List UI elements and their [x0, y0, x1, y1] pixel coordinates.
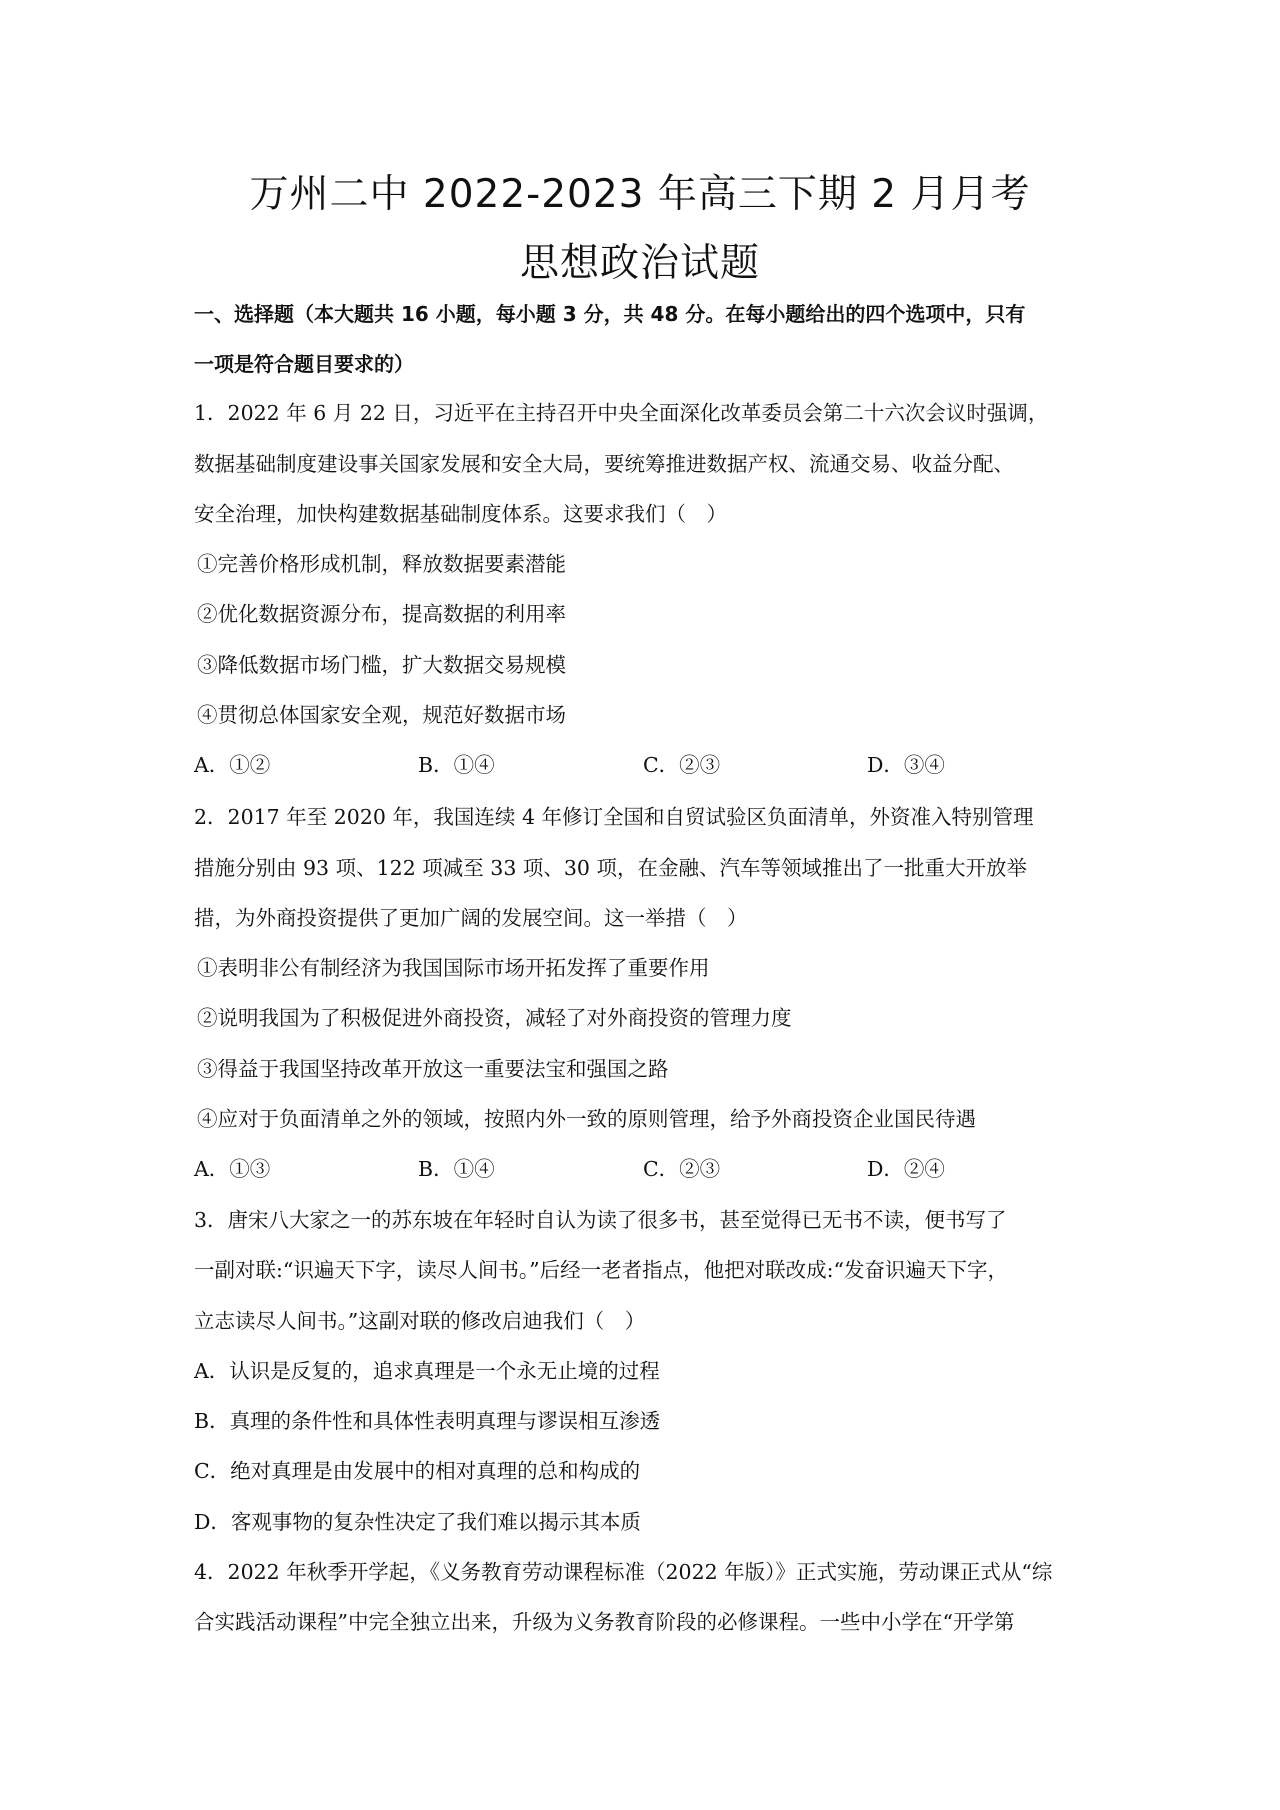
q1-option-b: B．①④	[418, 753, 495, 777]
q2-item-4: ④应对于负面清单之外的领域，按照内外一致的原则管理，给予外商投资企业国民待遇	[197, 1107, 976, 1131]
q1-option-a: A．①②	[194, 753, 271, 777]
section-heading-line-1: 一、选择题（本大题共 16 小题，每小题 3 分，共 48 分。在每小题给出的四个选项中，只有	[194, 302, 1026, 326]
q3-option-c: C．绝对真理是由发展中的相对真理的总和构成的	[194, 1459, 641, 1483]
q3-stem-line-1: 3．唐宋八大家之一的苏东坡在年轻时自认为读了很多书，甚至觉得已无书不读，便书写了	[194, 1208, 1007, 1232]
q1-item-3: ③降低数据市场门槛，扩大数据交易规模	[197, 653, 566, 677]
q1-stem-line-3: 安全治理，加快构建数据基础制度体系。这要求我们（ ）	[194, 502, 727, 526]
q2-option-d: D．②④	[867, 1157, 945, 1181]
q3-stem-line-2: 一副对联:“识遍天下字，读尽人间书。”后经一老者指点，他把对联改成:“发奋识遍天下字，	[194, 1258, 1009, 1282]
exam-title: 万州二中 2022-2023 年高三下期 2 月月考	[249, 172, 1031, 217]
section-heading-line-2: 一项是符合题目要求的）	[194, 352, 414, 376]
exam-subtitle: 思想政治试题	[519, 241, 760, 286]
q2-stem-line-2: 措施分别由 93 项、122 项减至 33 项、30 项，在金融、汽车等领域推出了一批重大开放举	[194, 856, 1027, 880]
q1-item-1: ①完善价格形成机制，释放数据要素潜能	[197, 552, 566, 576]
q3-option-d: D．客观事物的复杂性决定了我们难以揭示其本质	[194, 1510, 641, 1534]
q2-option-b: B．①④	[418, 1157, 495, 1181]
q1-stem-line-1: 1．2022 年 6 月 22 日，习近平在主持召开中央全面深化改革委员会第二十六次会议时强调，	[194, 401, 1049, 425]
q1-option-d: D．③④	[867, 753, 945, 777]
q1-item-4: ④贯彻总体国家安全观，规范好数据市场	[197, 703, 566, 727]
q3-option-a: A．认识是反复的，追求真理是一个永无止境的过程	[194, 1359, 660, 1383]
q1-item-2: ②优化数据资源分布，提高数据的利用率	[197, 602, 566, 626]
q4-stem-line-1: 4．2022 年秋季开学起，《义务教育劳动课程标准（2022 年版）》正式实施，劳动课正式从“综	[194, 1560, 1053, 1584]
q1-stem-line-2: 数据基础制度建设事关国家发展和安全大局，要统筹推进数据产权、流通交易、收益分配、	[194, 452, 1014, 476]
q2-option-c: C．②③	[643, 1157, 721, 1181]
q2-stem-line-3: 措，为外商投资提供了更加广阔的发展空间。这一举措（ ）	[194, 906, 748, 930]
q3-option-b: B．真理的条件性和具体性表明真理与谬误相互渗透	[194, 1409, 661, 1433]
q2-item-2: ②说明我国为了积极促进外商投资，减轻了对外商投资的管理力度	[197, 1006, 792, 1030]
q3-stem-line-3: 立志读尽人间书。”这副对联的修改启迪我们（ ）	[194, 1309, 646, 1333]
q4-stem-line-2: 合实践活动课程”中完全独立出来，升级为义务教育阶段的必修课程。一些中小学在“开学第	[194, 1610, 1015, 1634]
q2-item-1: ①表明非公有制经济为我国国际市场开拓发挥了重要作用	[197, 956, 710, 980]
q1-option-c: C．②③	[643, 753, 721, 777]
q2-item-3: ③得益于我国坚持改革开放这一重要法宝和强国之路	[197, 1057, 669, 1081]
q2-stem-line-1: 2．2017 年至 2020 年，我国连续 4 年修订全国和自贸试验区负面清单，外资准入特别管理	[194, 805, 1034, 829]
q2-option-a: A．①③	[194, 1157, 271, 1181]
